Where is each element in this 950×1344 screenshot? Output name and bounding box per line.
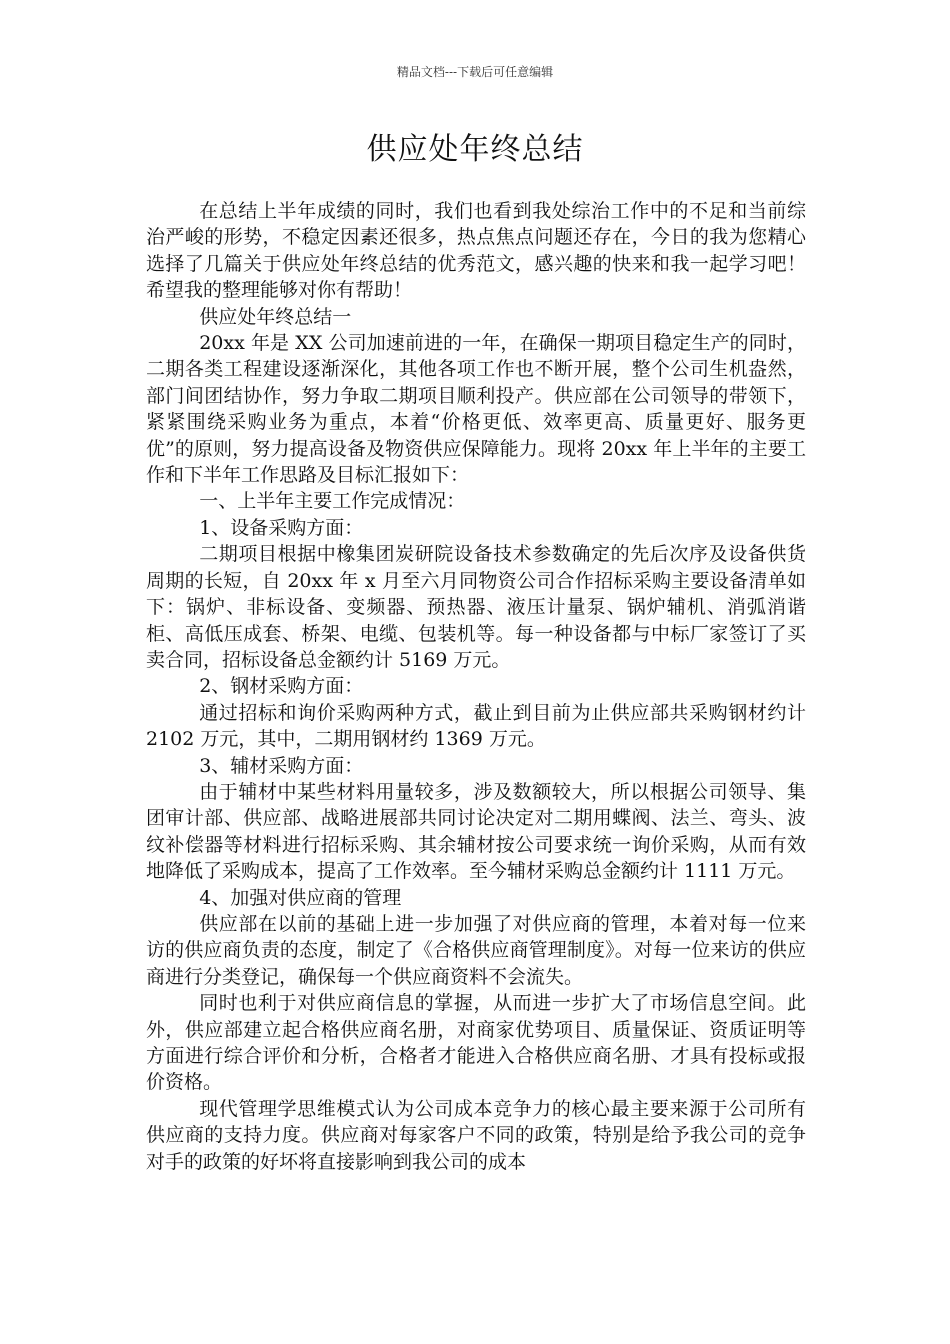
subheading-steel: 2、钢材采购方面： (199, 675, 364, 698)
paragraph-overview: 20xx 年是 XX 公司加速前进的一年，在确保一期项目稳定生产的同时，二期各类工程建设逐渐深化，其他各项工作也不断开展，整个公司生机盎然，部门间团结协作，努力争取二期项目顺利投产。供应部在公司领导的带领下，紧紧围绕采购业务为重点，本着“价格更低、效率更高、质量更好、服务更优”的原则，努力提高设备及物资供应保障能力。现将 20xx 年上半年的主要工作和下半年工作思路及目标汇报如下： (146, 332, 806, 487)
paragraph-equipment: 二期项目根据中橡集团炭研院设备技术参数确定的先后次序及设备供货周期的长短，自 20xx 年 x 月至六月同物资公司合作招标采购主要设备清单如下：锅炉、非标设备、变频器、预热器、液压计量泵、锅炉辅机、消弧消谐柜、高低压成套、桥架、电缆、包装机等。每一种设备都与中标厂家签订了买卖合同，招标设备总金额约计 5169 万元。 (146, 543, 806, 671)
paragraph-supplier: 供应部在以前的基础上进一步加强了对供应商的管理，本着对每一位来访的供应商负责的态度，制定了《合格供应商管理制度》。对每一位来访的供应商进行分类登记，确保每一个供应商资料不会流失。 (146, 912, 806, 988)
subheading-auxiliary: 3、辅材采购方面： (199, 754, 364, 777)
subheading-supplier: 4、加强对供应商的管理 (199, 886, 402, 909)
paragraph-subtitle-one: 供应处年终总结一 (199, 305, 352, 328)
header-note: 精品文档---下载后可任意编辑 (396, 65, 554, 79)
paragraph-auxiliary: 由于辅材中某些材料用量较多，涉及数额较大，所以根据公司领导、集团审计部、供应部、战略进展部共同讨论决定对二期用蝶阀、法兰、弯头、波纹补偿器等材料进行招标采购、其余辅材按公司要求统一询价采购，从而有效地降低了采购成本，提高了工作效率。至今辅材采购总金额约计 1111 万元。 (146, 780, 806, 883)
paragraph-market-info: 同时也利于对供应商信息的掌握，从而进一步扩大了市场信息空间。此外，供应部建立起合格供应商名册，对商家优势项目、质量保证、资质证明等方面进行综合评价和分析，合格者才能进入合格供应商名册、才具有投标或报价资格。 (146, 992, 806, 1094)
paragraph-management: 现代管理学思维模式认为公司成本竞争力的核心最主要来源于公司所有供应商的支持力度。供应商对每家客户不同的政策，特别是给予我公司的竞争对手的政策的好坏将直接影响到我公司的成本 (146, 1097, 806, 1173)
document-title: 供应处年终总结 (366, 132, 584, 167)
section-heading-1: 一、上半年主要工作完成情况： (199, 490, 466, 513)
paragraph-steel: 通过招标和询价采购两种方式，截止到目前为止供应部共采购钢材约计 2102 万元，其中，二期用钢材约 1369 万元。 (146, 701, 806, 751)
paragraph-intro: 在总结上半年成绩的同时，我们也看到我处综治工作中的不足和当前综治严峻的形势，不稳定因素还很多，热点焦点问题还存在，今日的我为您精心选择了几篇关于供应处年终总结的优秀范文，感兴趣的快来和我一起学习吧！希望我的整理能够对你有帮助！ (146, 200, 806, 302)
document-body (146, 198, 806, 1175)
subheading-equipment: 1、设备采购方面： (199, 516, 364, 539)
